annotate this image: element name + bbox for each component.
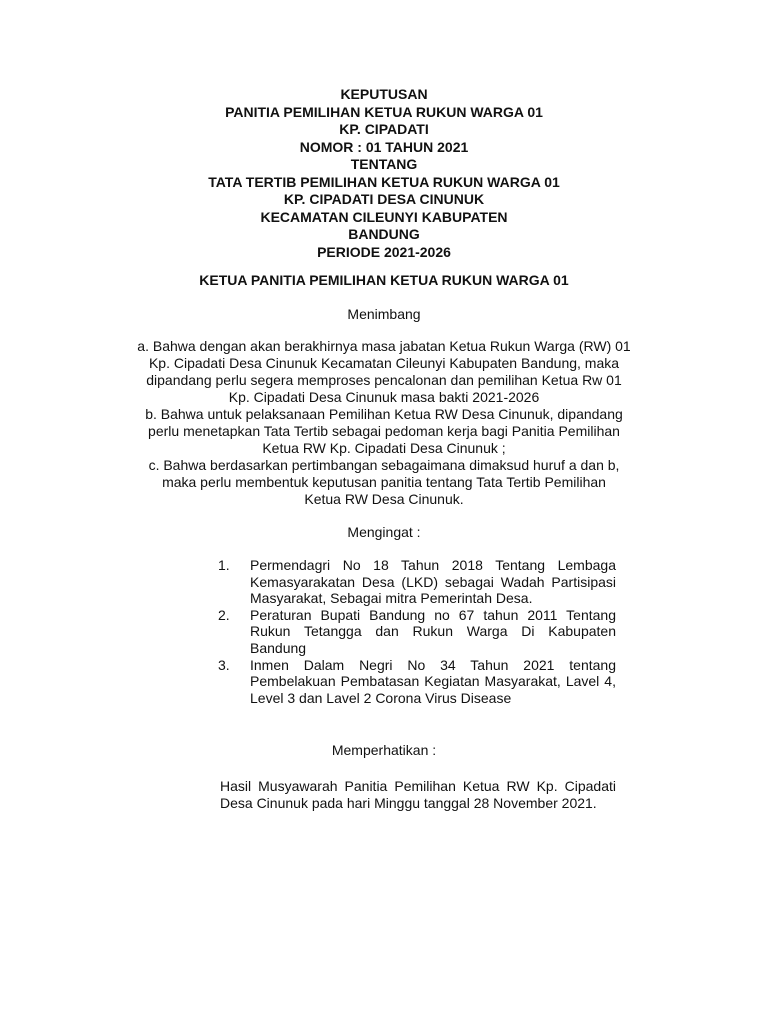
title-line: KEPUTUSAN	[340, 86, 428, 102]
title-line: KP. CIPADATI	[339, 121, 429, 137]
consideration-line: Kp. Cipadati Desa Cinunuk masa bakti 2021-2026	[228, 389, 540, 405]
list-number: 2.	[218, 606, 230, 623]
consideration-line: perlu menetapkan Tata Tertib sebagai pedoman kerja bagi Panitia Pemilihan	[148, 423, 620, 439]
consideration-line: Ketua RW Desa Cinunuk.	[304, 491, 464, 507]
memperhatikan-label: Memperhatikan :	[331, 742, 437, 758]
consideration-line: c. Bahwa berdasarkan pertimbangan sebagaimana dimaksud huruf a dan b,	[148, 457, 620, 473]
mengingat-label: Mengingat :	[347, 524, 421, 540]
title-line: KP. CIPADATI DESA CINUNUK	[283, 191, 485, 207]
title-line: KECAMATAN CILEUNYI KABUPATEN	[260, 208, 508, 225]
decree-heading: KETUA PANITIA PEMILIHAN KETUA RUKUN WARGA 01	[199, 272, 569, 288]
consideration-line: Ketua RW Kp. Cipadati Desa Cinunuk ;	[262, 440, 506, 456]
mengingat-list	[218, 557, 616, 706]
consideration-c	[0, 457, 768, 508]
list-text: Permendagri No 18 Tahun 2018 Tentang Lembaga Kemasyarakatan Desa (LKD) sebagai Wadah Partisipasi Masyarakat, Sebagai mitra Pemerintah Desa.	[250, 557, 616, 607]
consideration-b	[0, 406, 768, 457]
list-text: Peraturan Bupati Bandung no 67 tahun 2011 Tentang Rukun Tetangga dan Rukun Warga Di Kabupaten Bandung	[250, 606, 616, 656]
title-line: BANDUNG	[348, 226, 420, 242]
list-number: 3.	[218, 656, 230, 673]
list-item	[218, 607, 616, 657]
list-text: Inmen Dalam Negri No 34 Tahun 2021 tentang Pembelakuan Pembatasan Kegiatan Masyarakat, Lavel 4, Level 3 dan Lavel 2 Corona Virus Disease	[250, 656, 616, 706]
consideration-line: b. Bahwa untuk pelaksanaan Pemilihan Ketua RW Desa Cinunuk, dipandang	[145, 406, 623, 422]
title-line: PERIODE 2021-2026	[317, 243, 451, 260]
consideration-line: Kp. Cipadati Desa Cinunuk Kecamatan Cileunyi Kabupaten Bandung, maka	[148, 355, 620, 371]
memperhatikan-text: Hasil Musyawarah Panitia Pemilihan Ketua RW Kp. Cipadati Desa Cinunuk pada hari Minggu tanggal 28 November 2021.	[220, 778, 616, 811]
list-item	[218, 557, 616, 607]
menimbang-label: Menimbang	[347, 306, 421, 322]
consideration-line: a. Bahwa dengan akan berakhirnya masa jabatan Ketua Rukun Warga (RW) 01	[137, 338, 631, 354]
list-number: 1.	[218, 557, 230, 573]
title-line: TENTANG	[350, 156, 418, 172]
consideration-line: maka perlu membentuk keputusan panitia tentang Tata Tertib Pemilihan	[162, 474, 606, 490]
document-title-block	[0, 86, 768, 261]
title-line: PANITIA PEMILIHAN KETUA RUKUN WARGA 01	[225, 103, 543, 120]
title-line: TATA TERTIB PEMILIHAN KETUA RUKUN WARGA 01	[208, 173, 560, 190]
consideration-a	[0, 338, 768, 406]
list-item	[218, 657, 616, 707]
title-line: NOMOR : 01 TAHUN 2021	[299, 138, 469, 155]
consideration-line: dipandang perlu segera memproses pencalonan dan pemilihan Ketua Rw 01	[146, 372, 622, 388]
